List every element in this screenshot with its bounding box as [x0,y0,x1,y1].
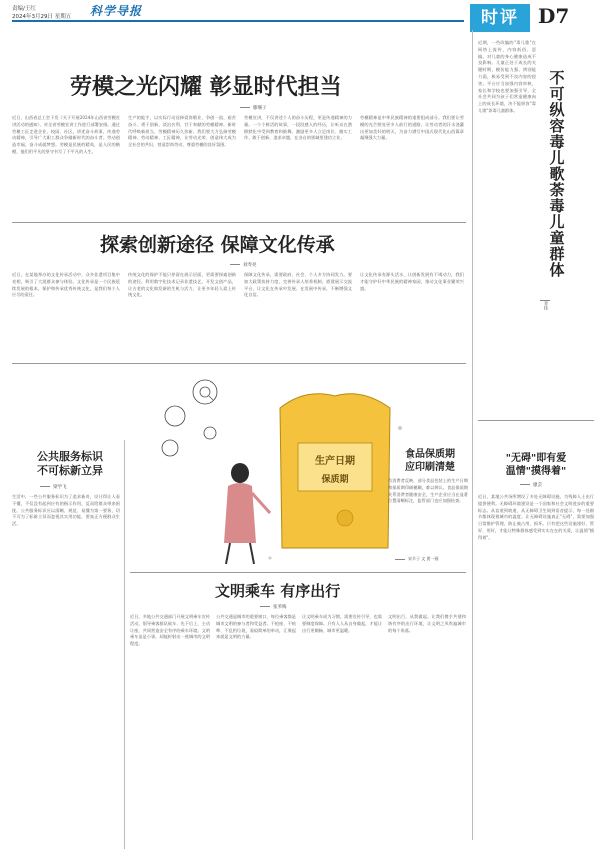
headline-labor-model: 劳模之光闪耀 彰显时代担当 [70,75,342,100]
food-title-2: 应印刷清楚 [405,462,455,473]
civil-col-1: 近日，多地公共交通部门开展文明乘车宣传活动，倡导乘客排队候车、先下后上、主动让座，共同营造安全有序的乘车环境。文明乘车虽是小事，却能折射出一座城市的文明程度。 [130,614,210,647]
bubble-3 [162,440,178,456]
drug-song-body: 近期，一些改编的"毒儿歌"在网络上流传，内容低俗、恶搞，对儿童的身心健康造成不良影响。儿童正处于成长的关键时期，模仿能力强、辨别能力弱，极易受到不良内容的侵害。平台应当加强内容审核，家长和学校也要加强引导，全社会共同为孩子们营造健康向上的成长环境，决不能纵容"毒儿歌"荼毒儿童群体。 [478,40,536,113]
section-badge: 时评 [470,4,530,32]
labor-col-3: 劳模宣讲，不仅讲述个人的奋斗历程，更是传递精神的力量。一个个鲜活的故事，一段段感人的经历，让听众在潜移默化中受到教育和鼓舞，激励更多人立足岗位、踏实工作、敢于创新、追求卓越，在各自的领域里建功立业。 [244,115,352,141]
editor-meta: 责编/王红 [12,6,36,12]
headline-culture: 探索创新途径 保障文化传承 [100,234,335,256]
col-rule-right [472,30,473,840]
headline-drug-song: 不可纵容毒儿歌荼毒儿童群体 [549,69,565,279]
byline-labor-model: 滕珊子 [240,105,267,111]
bubble-4 [204,427,216,439]
labor-col-1: 近日，山西省总工会下发《关于开展2024年山西省劳模宣讲活动的通知》，对全省劳模宣讲工作进行部署安排。通过劳模工匠走进企业、校园、社区，讲述奋斗故事，传递劳动精神，引导广大职工群众争做新时代的奋斗者。劳动创造幸福，奋斗成就梦想。劳模是民族的精英，是人民的楷模，他们用平凡的坚守书写了不平凡的人生。 [12,115,120,154]
divider-right [478,420,594,421]
access-title-2: 温情"摸得着" [505,466,567,477]
accessibility-body: 近日，某地公共场所增设了多处无障碍设施，为残障人士出行提供便利。无障碍环境建设是一个国家和社会文明进步的重要标志。从盲道到坡道，从无障碍卫生间到语音提示，每一处细节都体现着城市的温度。让无障碍设施真正"无碍"，需要加强日常维护管理，防止被占用、损坏。只有把这些设施建好、管好、用好，才能让特殊群体感受到实实在在的关爱，让温情"摸得着"。 [478,494,594,540]
page-number: D7 [538,4,570,28]
headline-accessibility [485,452,587,478]
byline-civil-ride: 张苇梅 [260,604,287,610]
labor-col-4: 劳模精神是中华民族精神的重要组成部分。我们要让劳模的光芒照亮更多人前行的道路，让劳动者的汗水浇灌出更加美好的明天，为奋力谱写中国式现代化山西篇章凝聚强大力量。 [360,115,464,141]
date-meta: 2024年3月29日 星期五 [12,14,72,20]
culture-col-3: 保障文化传承，需要政府、社会、个人多方协同发力。要加大政策扶持力度，完善传承人培养机制，搭建展示交流平台，让文化在传承中发展、在发展中传承，不断增强文化自信。 [244,272,352,298]
paper-name: 科学导报 [90,4,143,18]
col-rule-left [124,440,125,849]
food-package [280,394,390,548]
culture-col-1: 近日，在某地举办的文化传承活动中，众多非遗项目集中亮相，吸引了大批群众参与体验。文化传承是一个民族延续发展的根本，保护和传承优秀传统文化，是我们每个人应尽的责任。 [12,272,120,298]
byline-accessibility: 廖芸 [520,482,542,488]
bubble-1 [165,406,185,426]
labor-col-2: 生产的能手，以实际行动诠释爱岗敬业、争创一流、艰苦奋斗、勇于创新、淡泊名利、甘于奉献的劳模精神。新时代呼唤新担当，劳模精神历久弥新。我们要大力弘扬劳模精神、劳动精神、工匠精神，让劳动光荣、创造伟大成为全社会的共识，营造崇尚劳动、尊重劳模的良好氛围。 [128,115,236,148]
public-signs-title-1: 公共服务标识 [37,450,103,463]
divider-1 [12,222,466,223]
byline-public-signs: 梁学飞 [40,484,67,490]
culture-col-4: 让文化传承有源头活水，让创新发展有不竭动力，我们才能守护好中华民族的精神家园，推动文化事业繁荣兴盛。 [360,272,464,291]
headline-public-signs [30,450,110,478]
headline-food [390,448,470,474]
civil-col-2: 公共交通是城市的重要窗口，每位乘客都是城市文明的参与者和受益者。不抢座、不喧哗、不乱扔垃圾，看似简单的举动，汇聚起来就是文明的力量。 [216,614,296,640]
culture-col-2: 传统文化的保护不能只停留在展示层面，更需要探索创新的途径。利用数字化技术记录非遗技艺，开发文创产品，让古老的文化焕发新的生机与活力，让更多年轻人爱上传统文化。 [128,272,236,298]
package-label-2: 保质期 [321,475,349,485]
divider-3 [130,572,466,573]
divider-2 [12,363,466,364]
food-title-1: 食品保质期 [405,449,455,460]
headline-civil-ride: 文明乘车 有序出行 [215,582,341,600]
woman-head [231,463,249,483]
header-rule [12,20,464,22]
civil-col-4: 文明出行，从我做起。让我们携手共建和谐有序的出行环境，让文明之风吹遍城市的每个角落。 [388,614,466,633]
woman-legs [226,543,254,564]
access-title-1: "无碍"即有爱 [505,453,567,464]
byline-food: 宋羊子 文 贾一画 [395,556,439,562]
woman-body [224,483,256,543]
public-signs-title-2: 不可标新立异 [37,464,103,477]
food-body: 有消费者反映，部分食品包装上的生产日期和保质期印刷模糊，难以辨认。食品保质期关系消费者健康安全，生产企业应当在显著位置清晰标注，监管部门也应加强检查。 [388,478,468,504]
civil-col-3: 让文明乘车成为习惯，需要宣传引导，也需要制度保障。只有人人从自身做起，才能让出行更顺畅、城市更温暖。 [302,614,382,633]
bubble-2 [193,380,217,404]
byline-culture: 刘寿亮 [230,262,257,268]
public-signs-body: 生活中，一些公共服务标识为了追求新奇，设计得让人看不懂，不仅没有起到应有的指示作用，反而给群众带来困扰。公共服务标识应以清晰、规范、易懂为第一要务，切不可为了标新立异而忽视其实用功能，要真正方便群众生活。 [12,494,120,527]
package-label-1: 生产日期 [315,456,355,467]
byline-drug-song: 幸佳 [540,300,553,310]
